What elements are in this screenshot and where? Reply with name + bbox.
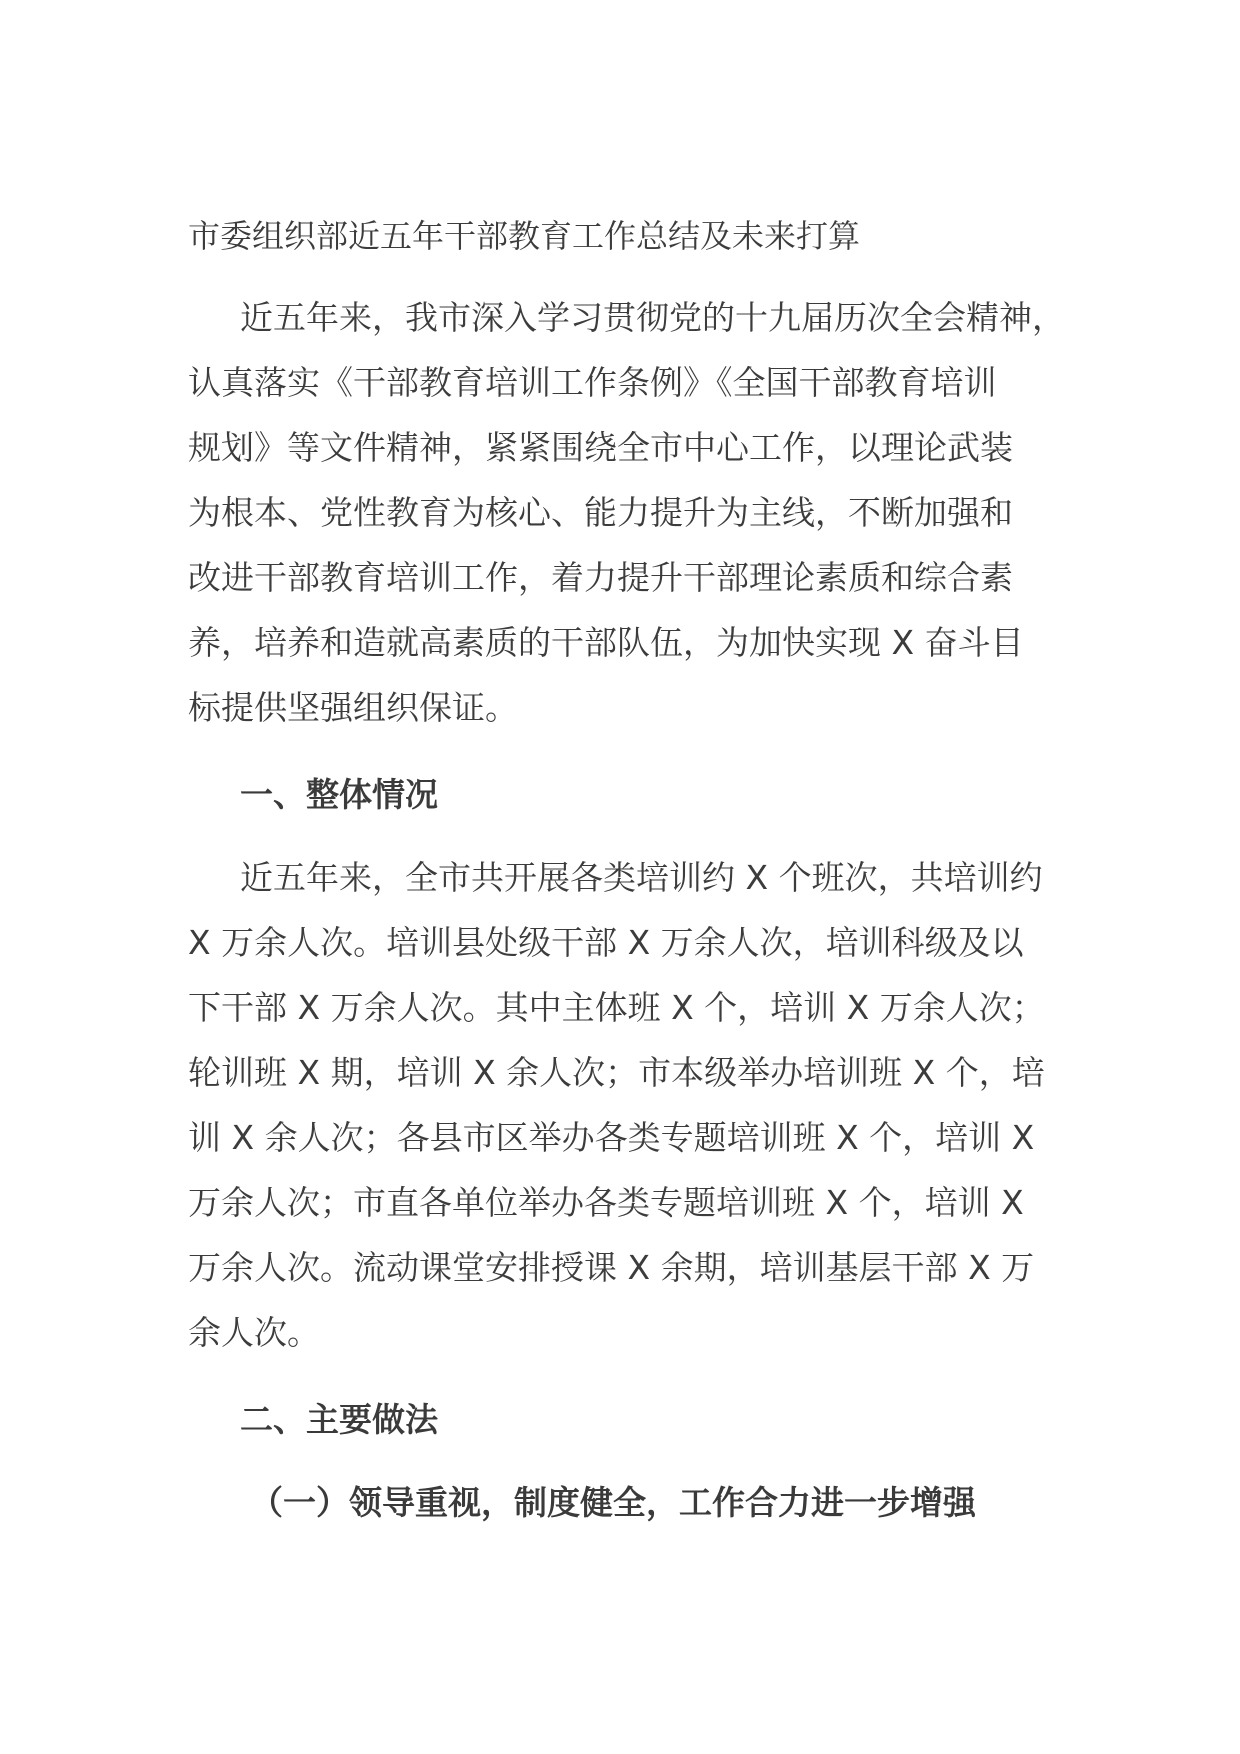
paragraph-line: 改进干部教育培训工作，着力提升干部理论素质和综合素 [188, 558, 1013, 597]
section-heading-overall: 一、整体情况 [240, 775, 438, 814]
document-title: 市委组织部近五年干部教育工作总结及未来打算 [188, 217, 861, 255]
paragraph-line: 养，培养和造就高素质的干部队伍，为加快实现 X 奋斗目 [188, 623, 1024, 662]
paragraph-line: 训 X 余人次；各县市区举办各类专题培训班 X 个，培训 X [188, 1118, 1035, 1157]
paragraph-line: X 万余人次。培训县处级干部 X 万余人次，培训科级及以 [188, 923, 1024, 962]
paragraph-line: 余人次。 [188, 1313, 320, 1352]
paragraph-line: 认真落实《干部教育培训工作条例》《全国干部教育培训 [188, 363, 997, 402]
paragraph-line: 为根本、党性教育为核心、能力提升为主线，不断加强和 [188, 493, 1013, 532]
paragraph-line: 近五年来，我市深入学习贯彻党的十九届历次全会精神， [240, 298, 1065, 337]
paragraph-line: 万余人次。流动课堂安排授课 X 余期，培训基层干部 X 万 [188, 1248, 1035, 1287]
section-heading-main-practices: 二、主要做法 [240, 1400, 438, 1439]
paragraph-line: 下干部 X 万余人次。其中主体班 X 个，培训 X 万余人次； [188, 988, 1045, 1027]
paragraph-line: 标提供坚强组织保证。 [188, 688, 518, 727]
paragraph-line: 万余人次；市直各单位举办各类专题培训班 X 个，培训 X [188, 1183, 1024, 1222]
paragraph-line: 规划》等文件精神，紧紧围绕全市中心工作，以理论武装 [188, 428, 1013, 467]
subsection-heading-leadership: （一）领导重视，制度健全，工作合力进一步增强 [250, 1483, 976, 1522]
paragraph-line: 轮训班 X 期，培训 X 余人次；市本级举办培训班 X 个，培 [188, 1053, 1045, 1092]
paragraph-line: 近五年来，全市共开展各类培训约 X 个班次，共培训约 [240, 858, 1043, 897]
